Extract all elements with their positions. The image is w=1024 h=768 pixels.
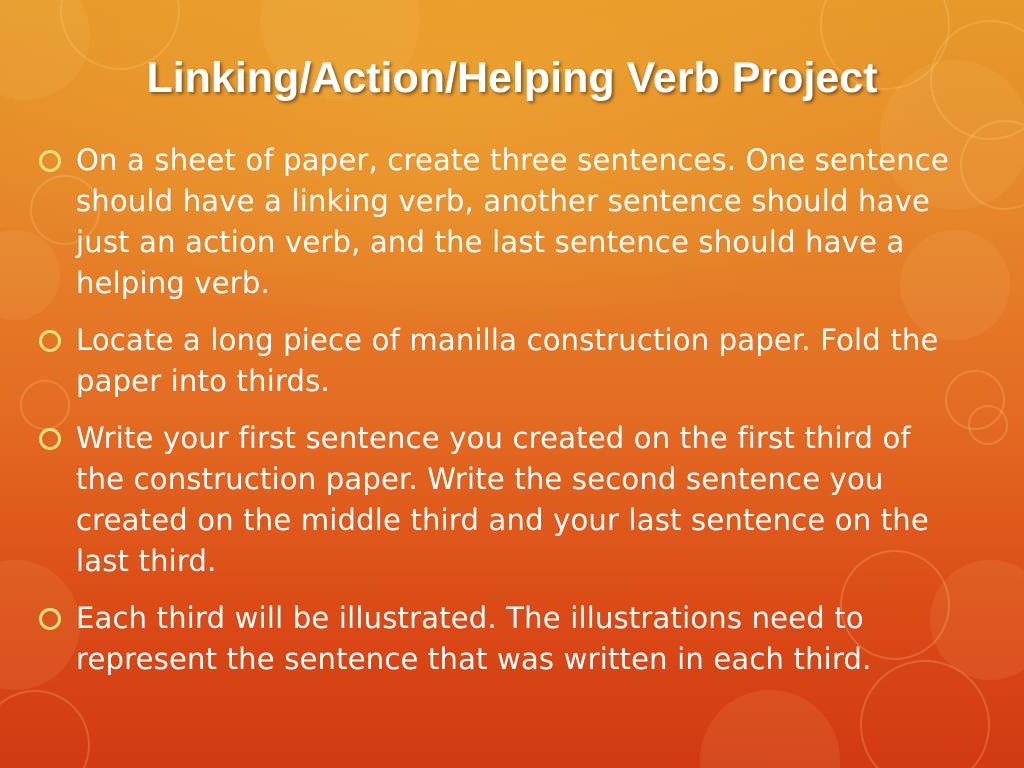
bullet-list: [38, 140, 968, 696]
hollow-circle-bullet-icon: [39, 428, 61, 450]
bokeh-decoration: [0, 690, 90, 768]
bullet-text: On a sheet of paper, create three sentences. One sentence should have a linking verb, another sentence should have just an action verb, and the last sentence should have a helping verb.: [76, 143, 949, 300]
bullet-item: [38, 598, 968, 680]
slide-title: Linking/Action/Helping Verb Project: [146, 54, 878, 102]
bullet-text: Locate a long piece of manilla construction paper. Fold the paper into thirds.: [76, 323, 939, 398]
bullet-text: Write your first sentence you created on the first third of the construction paper. Write the second sentence you created on the middle third and your last sentence on the last third.: [76, 421, 929, 578]
bullet-item: [38, 140, 968, 304]
bokeh-decoration: [968, 405, 1008, 445]
bullet-item: [38, 320, 968, 402]
bullet-text: Each third will be illustrated. The illustrations need to represent the sentence that was written in each third.: [76, 601, 872, 676]
bullet-item: [38, 418, 968, 582]
bokeh-decoration: [960, 120, 1024, 210]
bokeh-decoration: [700, 690, 840, 768]
hollow-circle-bullet-icon: [39, 330, 61, 352]
hollow-circle-bullet-icon: [39, 150, 61, 172]
hollow-circle-bullet-icon: [39, 608, 61, 630]
